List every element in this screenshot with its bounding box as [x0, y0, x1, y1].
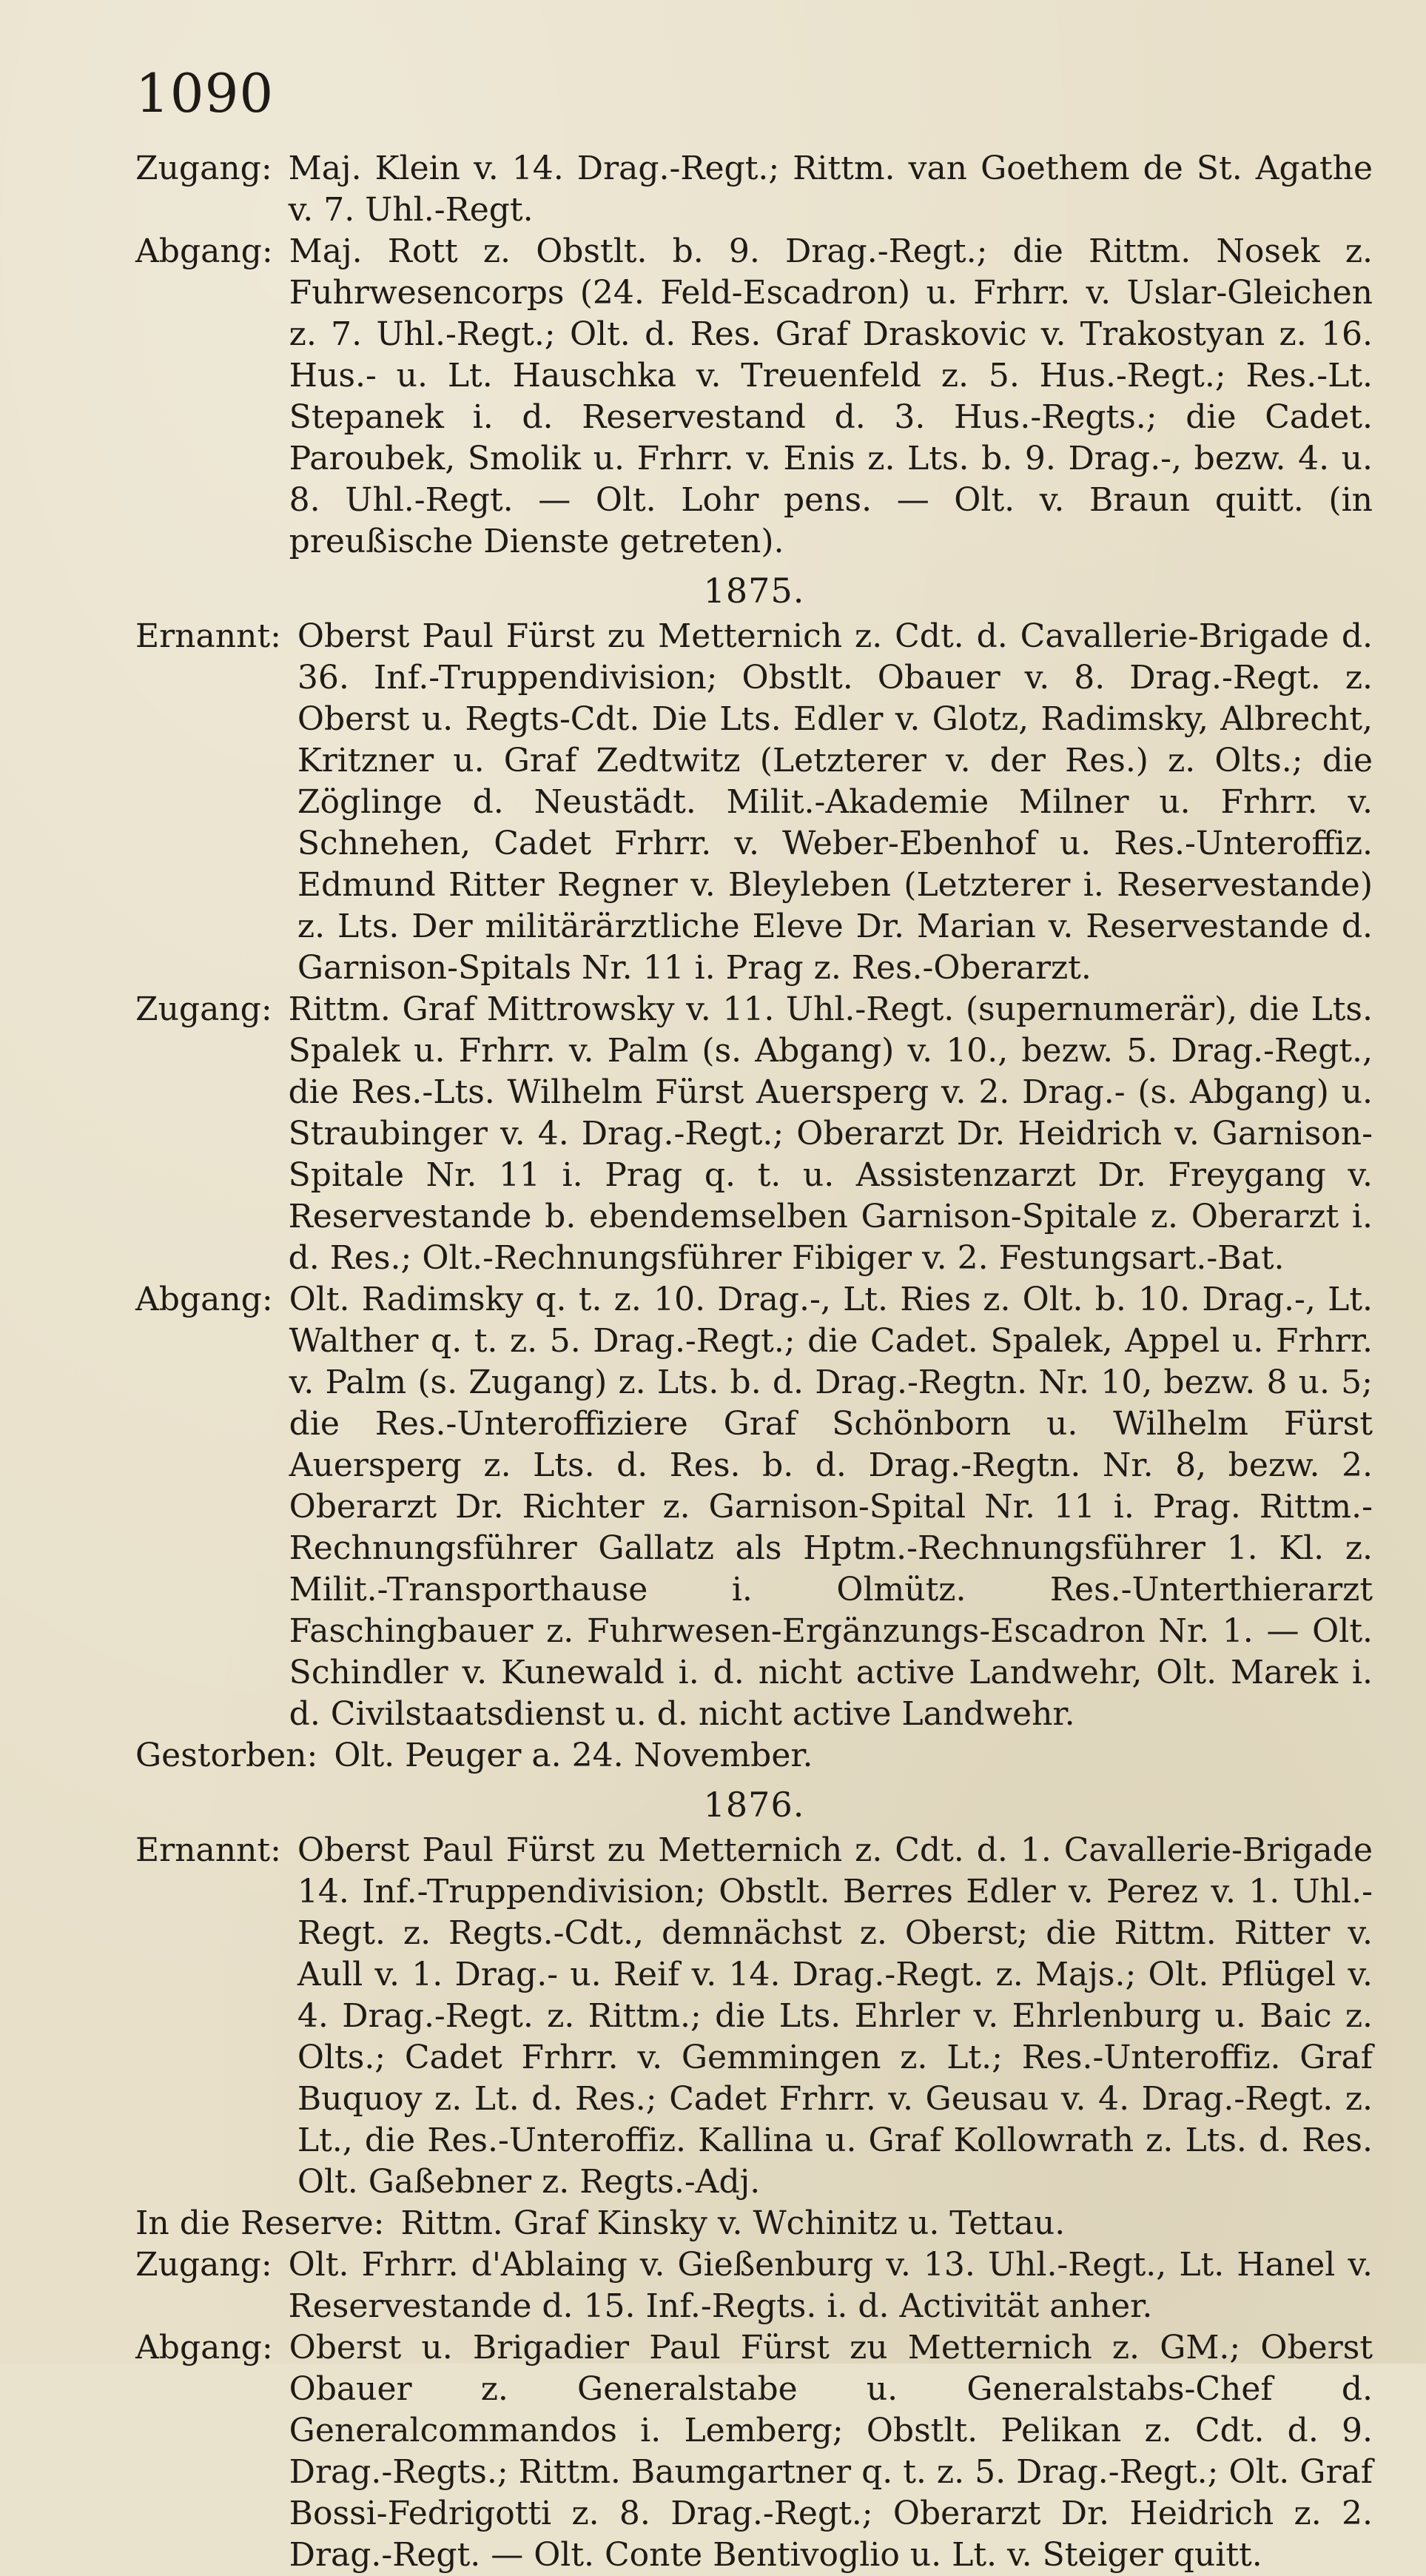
entry-text: Rittm. Graf Mittrowsky v. 11. Uhl.-Regt. (supernumerär), die Lts. Spalek u. Frhrr. v. Palm (s. Abgang) v. 10., bezw. 5. Drag.-Regt., die Res.-Lts. Wilhelm Fürst Auersperg v. 2. Drag.- (s. Abgang) u. Straubinger v. 4. Drag.-Regt.; Oberarzt Dr. Heidrich v. Garnison-Spitale Nr. 11 i. Prag q. t. u. Assistenzarzt Dr. Freygang v. Reservestande b. ebendemselben Garnison-Spitale z. Oberarzt i. d. Res.; Olt.-Rechnungsführer Fibiger v. 2. Festungsart.-Bat.: [288, 990, 1373, 1277]
entry-text: Oberst Paul Fürst zu Metternich z. Cdt. d. 1. Cavallerie-Brigade 14. Inf.-Truppendivision; Obstlt. Berres Edler v. Perez v. 1. Uhl.-Regt. z. Regts.-Cdt., demnächst z. Oberst; die Rittm. Ritter v. Aull v. 1. Drag.- u. Reif v. 14. Drag.-Regt. z. Majs.; Olt. Pflügel v. 4. Drag.-Regt. z. Rittm.; die Lts. Ehrler v. Ehrlenburg u. Baic z. Olts.; Cadet Frhrr. v. Gemmingen z. Lt.; Res.-Unteroffiz. Graf Buquoy z. Lt. d. Res.; Cadet Frhrr. v. Geusau v. 4. Drag.-Regt. z. Lt., die Res.-Unteroffiz. Kallina u. Graf Kollowrath z. Lts. d. Res. Olt. Gaßebner z. Regts.-Adj.: [297, 1831, 1373, 2201]
entry-ernannt-1876: [135, 1830, 1373, 2203]
entry-abgang-1875: [135, 1279, 1373, 1735]
entry-label: Zugang:: [135, 2246, 272, 2284]
entry-label: Abgang:: [135, 2329, 273, 2367]
entry-abgang-1876: [135, 2327, 1373, 2576]
entry-zugang-1876: [135, 2244, 1373, 2327]
entry-label: In die Reserve:: [135, 2204, 385, 2242]
entry-text: Rittm. Graf Kinsky v. Wchinitz u. Tettau.: [400, 2204, 1066, 2242]
entry-text: Maj. Rott z. Obstlt. b. 9. Drag.-Regt.; die Rittm. Nosek z. Fuhrwesencorps (24. Feld-Escadron) u. Frhrr. v. Uslar-Gleichen z. 7. Uhl.-Regt.; Olt. d. Res. Graf Draskovic v. Trakostyan z. 16. Hus.- u. Lt. Hauschka v. Treuenfeld z. 5. Hus.-Regt.; Res.-Lt. Stepanek i. d. Reservestand d. 3. Hus.-Regts.; die Cadet. Paroubek, Smolik u. Frhrr. v. Enis z. Lts. b. 9. Drag.-, bezw. 4. u. 8. Uhl.-Regt. — Olt. Lohr pens. — Olt. v. Braun quitt. (in preußische Dienste getreten).: [289, 232, 1373, 560]
entry-abgang-pre: [135, 231, 1373, 563]
entry-label: Gestorben:: [135, 1737, 318, 1774]
entry-gestorben-1875: [135, 1735, 1373, 1777]
entry-label: Zugang:: [135, 150, 272, 187]
year-heading-1876: 1876.: [703, 1785, 805, 1825]
entry-label: Ernannt:: [135, 617, 281, 655]
entry-text: Olt. Frhrr. d'Ablaing v. Gießenburg v. 13. Uhl.-Regt., Lt. Hanel v. Reservestande d. 15. Inf.-Regts. i. d. Activität anher.: [288, 2246, 1373, 2325]
entry-reserve-1876: [135, 2203, 1373, 2244]
entry-text: Olt. Peuger a. 24. November.: [334, 1737, 813, 1774]
entry-label: Abgang:: [135, 1281, 273, 1318]
entry-zugang-pre: [135, 148, 1373, 231]
entry-text: Oberst Paul Fürst zu Metternich z. Cdt. d. Cavallerie-Brigade d. 36. Inf.-Truppendivision; Obstlt. Obauer v. 8. Drag.-Regt. z. Oberst u. Regts-Cdt. Die Lts. Edler v. Glotz, Radimsky, Albrecht, Kritzner u. Graf Zedtwitz (Letzterer v. der Res.) z. Olts.; die Zöglinge d. Neustädt. Milit.-Akademie Milner u. Frhrr. v. Schnehen, Cadet Frhrr. v. Weber-Ebenhof u. Res.-Unteroffiz. Edmund Ritter Regner v. Bleyleben (Letzterer i. Reservestande) z. Lts. Der militärärztliche Eleve Dr. Marian v. Reservestande d. Garnison-Spitals Nr. 11 i. Prag z. Res.-Oberarzt.: [297, 617, 1373, 987]
entry-text: Oberst u. Brigadier Paul Fürst zu Metternich z. GM.; Oberst Obauer z. Generalstabe u. Generalstabs-Chef d. Generalcommandos i. Lemberg; Obstlt. Pelikan z. Cdt. d. 9. Drag.-Regts.; Rittm. Baumgartner q. t. z. 5. Drag.-Regt.; Olt. Graf Bossi-Fedrigotti z. 8. Drag.-Regt.; Oberarzt Dr. Heidrich z. 2. Drag.-Regt. — Olt. Conte Bentivoglio u. Lt. v. Steiger quitt.: [289, 2329, 1373, 2574]
page-number: 1090: [135, 62, 275, 124]
entry-text: Olt. Radimsky q. t. z. 10. Drag.-, Lt. Ries z. Olt. b. 10. Drag.-, Lt. Walther q. t. z. 5. Drag.-Regt.; die Cadet. Spalek, Appel u. Frhrr. v. Palm (s. Zugang) z. Lts. b. d. Drag.-Regtn. Nr. 10, bezw. 8 u. 5; die Res.-Unteroffiziere Graf Schönborn u. Wilhelm Fürst Auersperg z. Lts. d. Res. b. d. Drag.-Regtn. Nr. 8, bezw. 2. Oberarzt Dr. Richter z. Garnison-Spital Nr. 11 i. Prag. Rittm.-Rechnungsführer Gallatz als Hptm.-Rechnungsführer 1. Kl. z. Milit.-Transporthause i. Olmütz. Res.-Unterthierarzt Faschingbauer z. Fuhrwesen-Ergänzungs-Escadron Nr. 1. — Olt. Schindler v. Kunewald i. d. nicht active Landwehr, Olt. Marek i. d. Civilstaatsdienst u. d. nicht active Landwehr.: [289, 1281, 1373, 1733]
entry-label: Ernannt:: [135, 1831, 281, 1869]
entry-label: Zugang:: [135, 990, 272, 1028]
entry-text: Maj. Klein v. 14. Drag.-Regt.; Rittm. van Goethem de St. Agathe v. 7. Uhl.-Regt.: [288, 150, 1373, 229]
entry-ernannt-1875: [135, 616, 1373, 989]
entry-zugang-1875: [135, 989, 1373, 1279]
document-body: [135, 148, 1373, 2576]
entry-label: Abgang:: [135, 232, 273, 270]
year-heading-1875: 1875.: [703, 571, 805, 611]
